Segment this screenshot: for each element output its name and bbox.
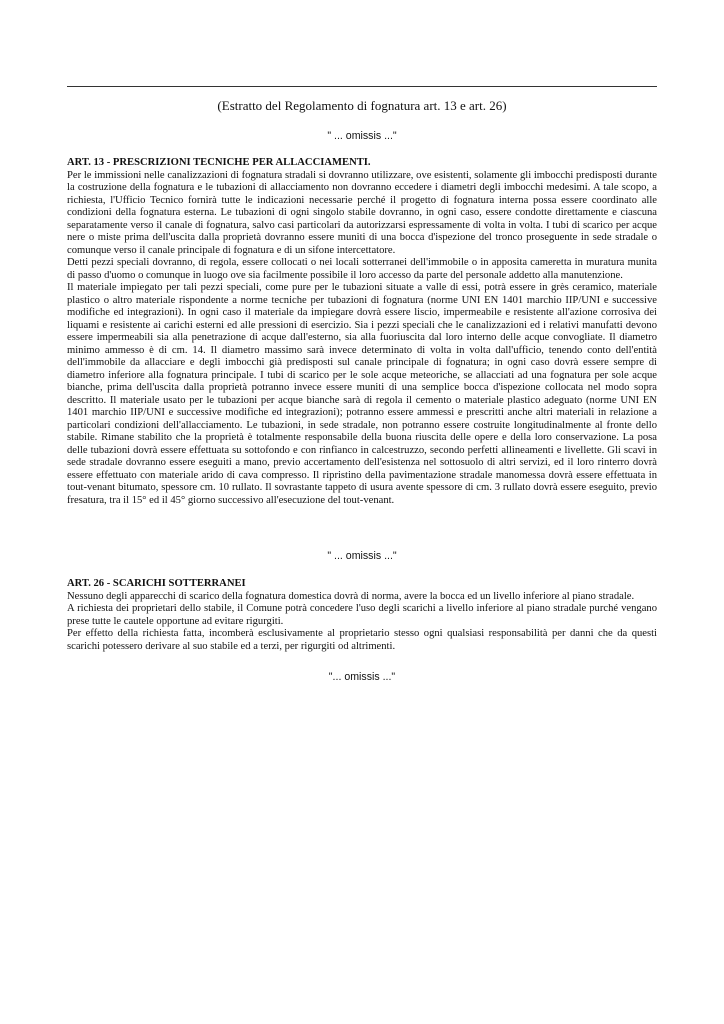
article-26-section: [67, 578, 657, 653]
article-26-paragraph-2: A richiesta dei proprietari dello stabile, il Comune potrà concedere l'uso degli scarichi a livello inferiore al piano stradale purché vengano prese tutte le cautele opportune ad evitare rigurgiti.: [67, 603, 657, 627]
omissis-marker-3: "... omissis ...": [328, 671, 396, 683]
document-header-title: (Estratto del Regolamento di fognatura art. 13 e art. 26): [217, 98, 507, 113]
omissis-marker-1: " ... omissis ...": [327, 130, 397, 142]
article-26-paragraph-3: Per effetto della richiesta fatta, incomberà esclusivamente al proprietario stesso ogni qualsiasi responsabilità per danni che da questi scarichi potessero derivare al suo stabile ed a terzi, per rigurgiti od altrimenti.: [67, 628, 657, 652]
article-26-title: ART. 26 - SCARICHI SOTTERRANEI: [67, 578, 246, 589]
top-divider: [67, 86, 657, 87]
article-26-paragraph-1: Nessuno degli apparecchi di scarico della fognatura domestica dovrà di norma, avere la bocca ed un livello inferiore al piano stradale.: [67, 590, 635, 602]
article-13-title: ART. 13 - PRESCRIZIONI TECNICHE PER ALLACCIAMENTI.: [67, 157, 371, 168]
omissis-marker-2: " ... omissis ...": [327, 550, 397, 562]
article-13-paragraph-1: Per le immissioni nelle canalizzazioni di fognatura stradali si dovranno utilizzare, ove esistenti, solamente gli imbocchi predisposti durante la costruzione della fognatura e le tubazioni di allacciamento non dovranno eccedere i diametri degli imbocchi medesimi. A tale scopo, a richiesta, l'Ufficio Tecnico fornirà tutte le indicazioni necessarie perché il progetto di fognatura interna possa essere coordinato alle condizioni della fognatura esterna. Le tubazioni di ogni singolo stabile dovranno, in ogni caso, essere condotte direttamente e ciascuna separatamente verso il canale di fognatura, salvo casi particolari da autorizzarsi espressamente di volta in volta. I tubi di scarico per acque nere o miste prima dell'uscita dalla proprietà dovranno essere muniti di una bocca d'ispezione del tronco proseguente in sede stradale o comunque verso il canale principale di fognatura e di un sifone intercettatore.: [67, 169, 657, 256]
article-13-paragraph-2: Detti pezzi speciali dovranno, di regola, essere collocati o nei locali sotterranei dell'immobile o in apposita cameretta in muratura munita di passo d'uomo o comunque in luogo ove sia facilmente possibile il loro accesso da parte del personale addetto alla manutenzione.: [67, 257, 657, 281]
article-13-section: [67, 157, 657, 507]
article-13-paragraph-3: Il materiale impiegato per tali pezzi speciali, come pure per le tubazioni situate a valle di essi, potrà essere in grès ceramico, materiale plastico o altro materiale rispondente a norme tecniche per tubazioni di fognatura (norme UNI EN 1401 marchio IIP/UNI e successive modifiche ed integrazioni). In ogni caso il materiale da impiegare dovrà essere liscio, impermeabile e resistente all'azione corrosiva dei liquami e resistente ai carichi esterni ed alle pressioni di esercizio. Sia i pezzi speciali che le canalizzazioni ed i relativi manufatti devono essere impermeabili sia alla penetrazione di acque dall'esterno, sia alla fuoriuscita dal loro interno delle acque convogliate. Il diametro minimo ammesso è di cm. 14. Il diametro massimo sarà invece determinato di volta in volta dall'ufficio, tenendo conto dell'entità dell'immobile da allacciare e degli imbocchi già predisposti sul canale principale di fognatura; in ogni caso dovrà essere sempre di diametro inferiore alla fognatura principale. I tubi di scarico per le sole acque meteoriche, se allacciati ad una fognatura per sole acque bianche, prima dell'uscita dalla proprietà potranno invece essere muniti di una semplice bocca d'ispezione collocata nel modo sopra descritto. Il materiale usato per le tubazioni per acque bianche sarà di regola il cemento o materiale plastico adeguato (norme UNI EN 1401 marchio IIP/UNI e successive modifiche ed integrazioni); potranno essere ammessi e prescritti anche altri materiali in relazione a particolari condizioni dell'allacciamento. Le tubazioni, in sede stradale, non potranno essere costruite longitudinalmente al fronte dello stabile. Rimane stabilito che la proprietà è totalmente responsabile della buona riuscita delle opere e della loro conservazione. La posa delle tubazioni dovrà essere effettuata su sottofondo e con rinfianco in calcestruzzo, secondo perfetti allineamenti e livellette. Gli scavi in sede stradale dovranno essere eseguiti a mano, previo accertamento dell'esistenza nel sottosuolo di altri servizi, ed il loro rinterro dovrà essere effettuato con materiale arido di cava compresso. Il ripristino della pavimentazione stradale manomessa dovrà essere effettuata in tout-venant bitumato, spessore cm. 10 rullato. Il sovrastante tappeto di usura avente spessore di cm. 3 rullato dovrà essere eseguito, previo fresatura, tra il 15° ed il 45° giorno successivo all'esecuzione del tout-venant.: [67, 282, 657, 506]
